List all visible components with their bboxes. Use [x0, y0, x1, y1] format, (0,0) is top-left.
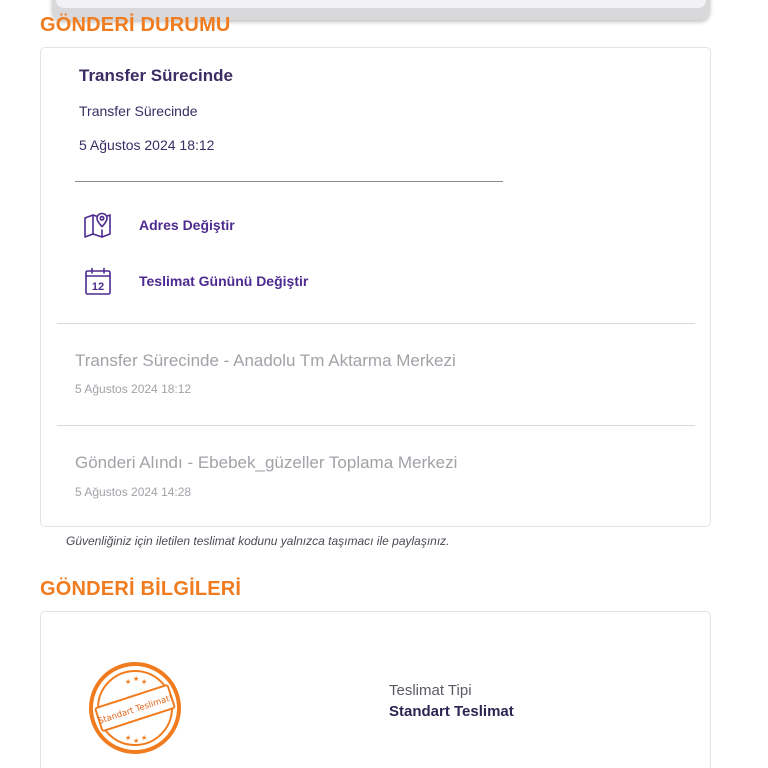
history-item-date: 5 Ağustos 2024 14:28 — [75, 485, 192, 499]
calendar-day-number: 12 — [91, 281, 105, 293]
delivery-type-label: Teslimat Tipi — [389, 682, 472, 699]
svg-text:★: ★ — [141, 734, 148, 742]
change-delivery-day-label: Teslimat Gününü Değiştir — [139, 273, 309, 289]
history-item-date: 5 Ağustos 2024 18:12 — [75, 382, 192, 396]
shipment-status-title: GÖNDERİ DURUMU — [40, 14, 231, 36]
svg-text:★: ★ — [133, 675, 140, 683]
current-status-subtitle: Transfer Sürecinde — [79, 103, 198, 119]
stamp-text: Standart Teslimat! — [97, 693, 175, 727]
svg-text:★: ★ — [141, 678, 148, 686]
svg-text:★: ★ — [125, 734, 132, 742]
change-address-label: Adres Değiştir — [139, 217, 235, 233]
delivery-type-value: Standart Teslimat — [389, 703, 514, 720]
history-divider — [57, 323, 695, 324]
shipment-info-card — [40, 611, 711, 768]
history-divider — [57, 425, 695, 426]
shipment-info-title: GÖNDERİ BİLGİLERİ — [40, 578, 242, 600]
change-address-button[interactable] — [83, 210, 235, 240]
shipment-status-card — [40, 47, 711, 527]
history-item-title: Gönderi Alındı - Ebebek_güzeller Toplama Merkezi — [75, 453, 458, 472]
change-delivery-day-button[interactable] — [83, 266, 308, 296]
calendar-icon — [83, 266, 113, 296]
map-pin-icon — [83, 210, 113, 240]
status-divider — [75, 181, 503, 182]
security-note: Güvenliğiniz için iletilen teslimat kodunu yalnızca taşımacı ile paylaşınız. — [66, 534, 450, 548]
svg-text:★: ★ — [133, 737, 140, 745]
history-item-title: Transfer Sürecinde - Anadolu Tm Aktarma Merkezi — [75, 351, 456, 370]
standard-delivery-stamp-icon — [85, 660, 185, 756]
current-status-title: Transfer Sürecinde — [79, 66, 234, 85]
svg-text:★: ★ — [125, 678, 132, 686]
current-status-date: 5 Ağustos 2024 18:12 — [79, 137, 215, 153]
